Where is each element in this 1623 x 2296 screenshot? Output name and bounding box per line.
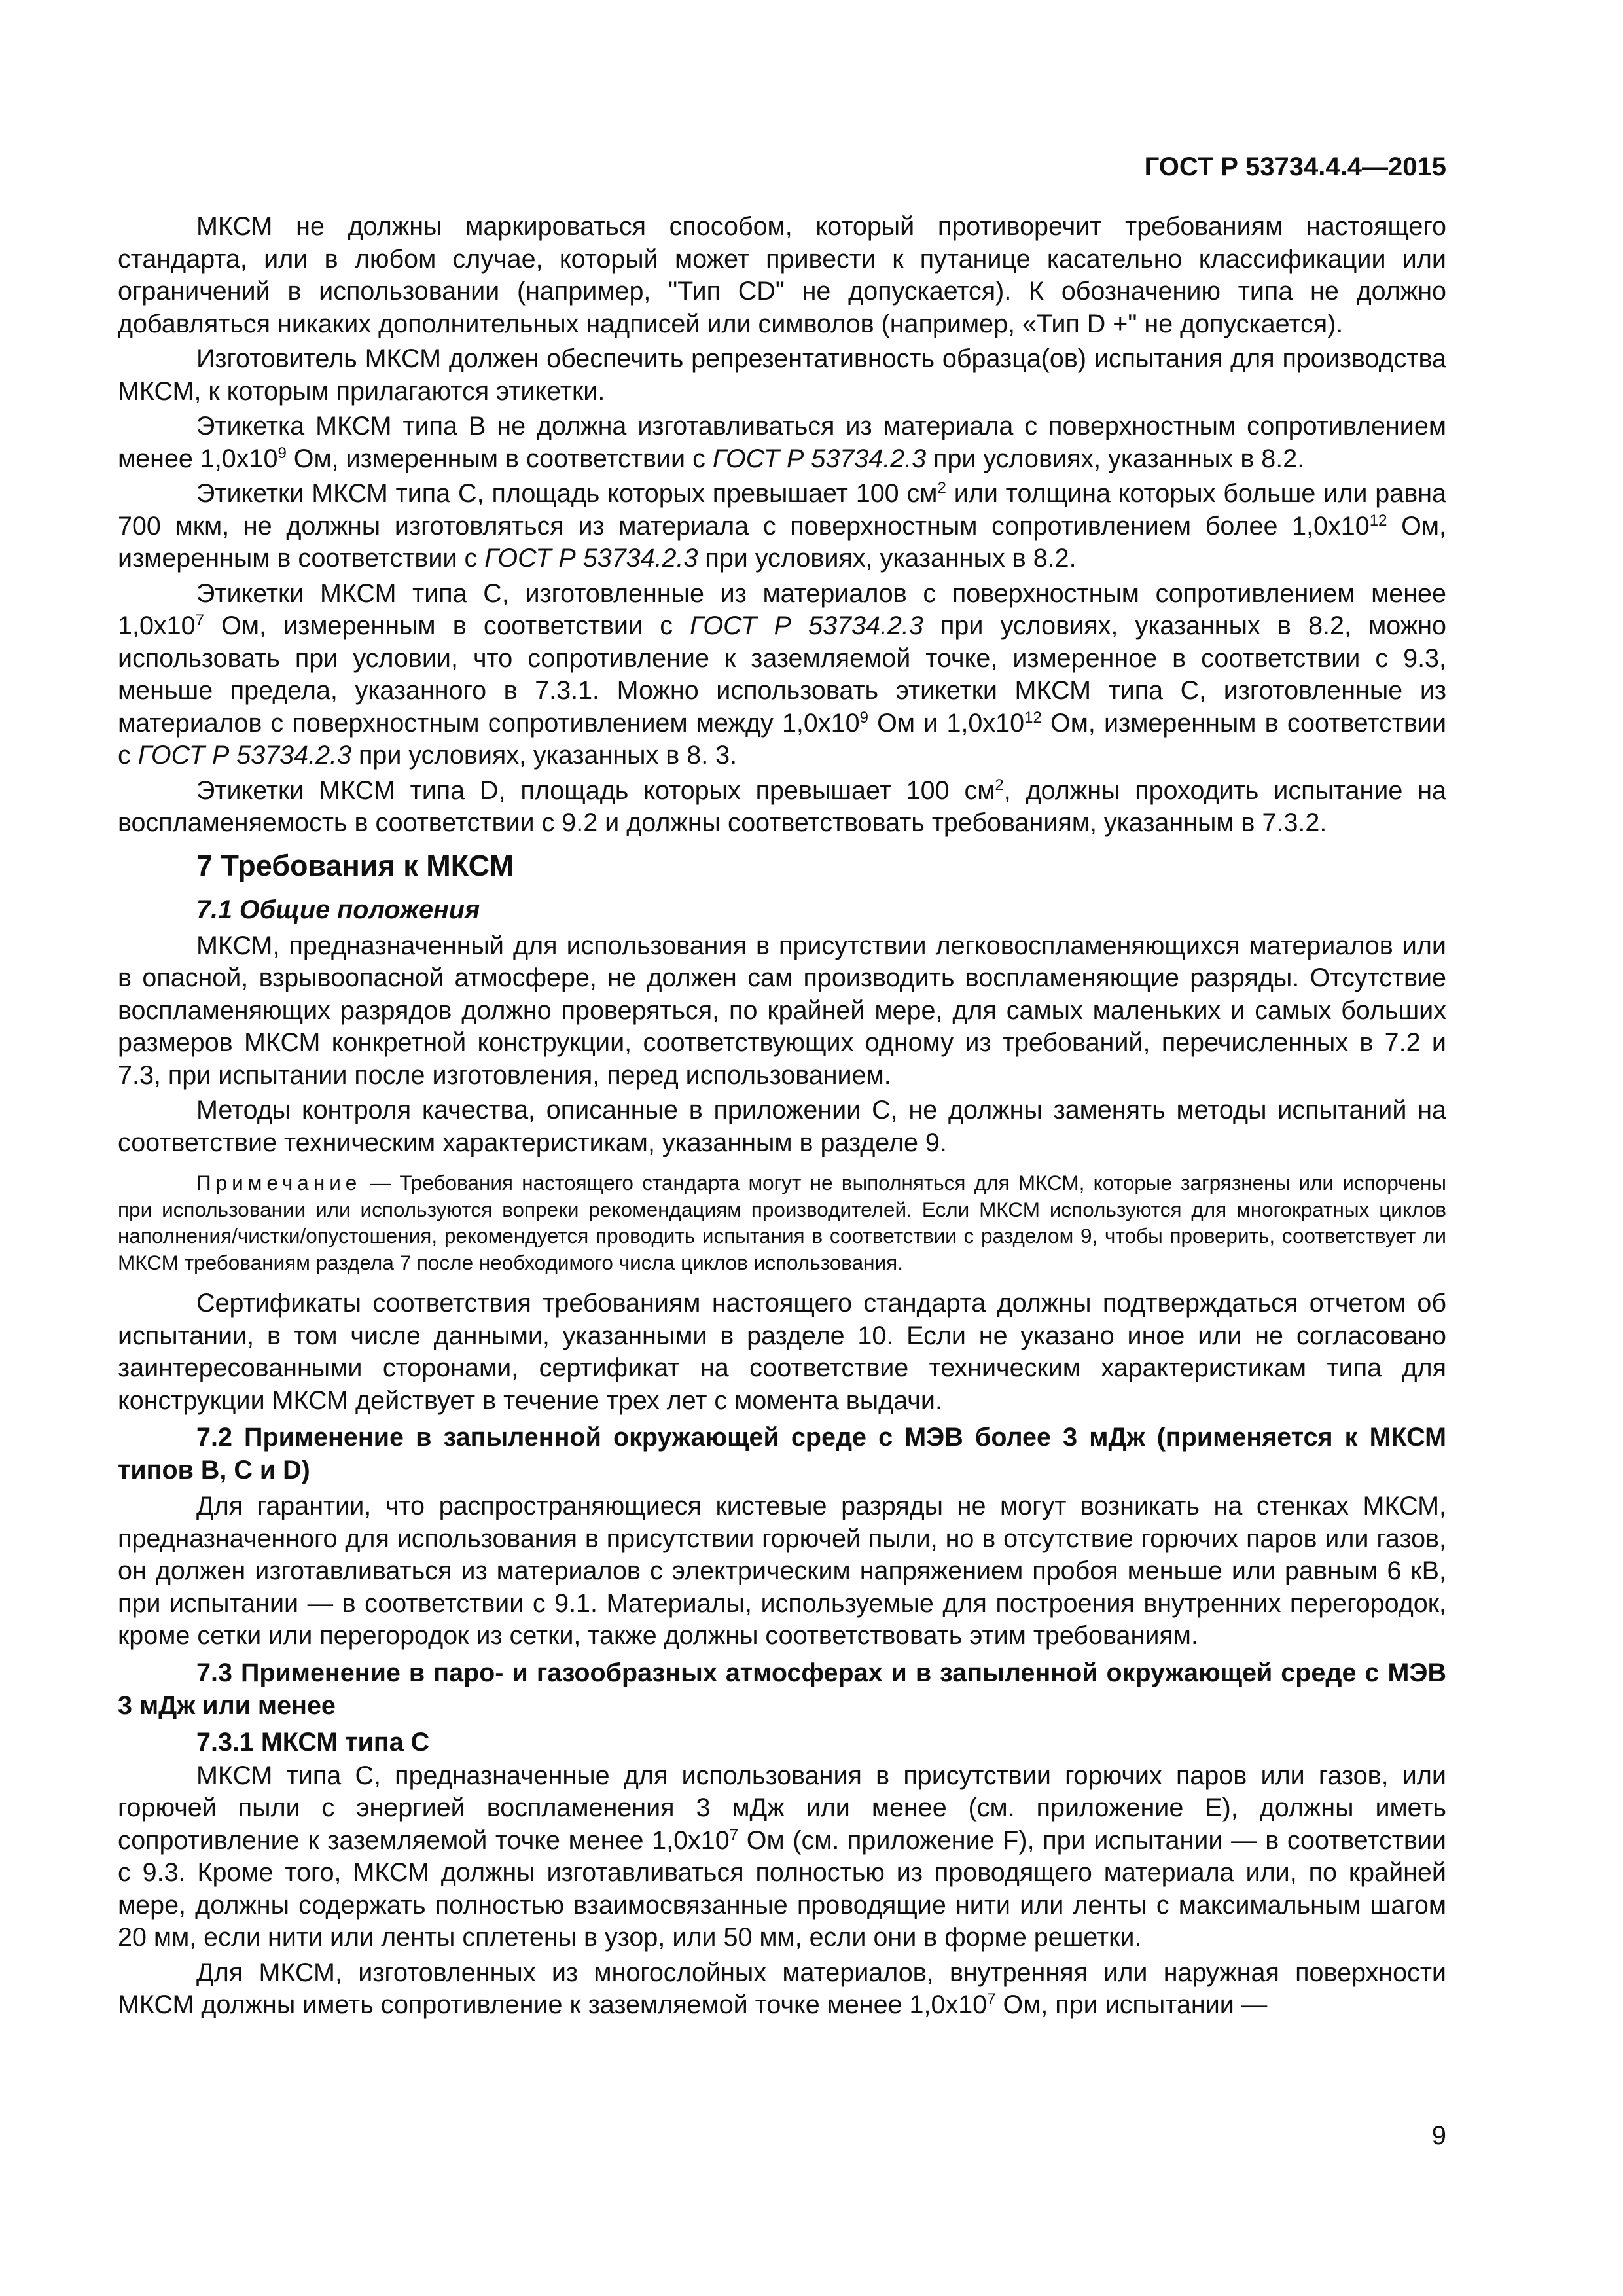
paragraph-7-2: Для гарантии, что распространяющиеся кистевые разряды не могут возникать на стенках МКСМ, предназначенного для использования в присутствии горючей пыли, но в отсутствие горючих паров или газов, он должен изготавливаться из материалов с электрическим напряжением пробоя меньше или равным 6 кВ, при испытании — в соответствии с 9.1. Материалы, используемые для построения внутренних перегородок, кроме сетки или перегородок из сетки, также должны соответствовать этим требованиям. (118, 1492, 1446, 1650)
section-7-3-1-title: 7.3.1 МКСМ типа С (196, 1727, 430, 1757)
section-7-2-title: 7.2 Применение в запыленной окружающей среде с МЭВ более 3 мДж (применяется к МКСМ типов В, С и D) (118, 1423, 1446, 1484)
paragraph-label-type-c-resistance: Этикетки МКСМ типа С, изготовленные из материалов с поверхностным сопротивлением менее $1,0х10^7$ Ом, измеренным в соответствии с ГОСТ Р 53734.2.3 при условиях, указанных в 8.2, можно использовать при условии, что сопротивление к заземляемой точке, измеренное в соответствии с 9.3, меньше предела, указанного в 7.3.1. Можно использовать этикетки МКСМ типа С, изготовленные из материалов с поверхностным сопротивлением между $1,0х10^9$ Ом и $1,0х10^{12}$ Ом, измеренным в соответствии с ГОСТ Р 53734.2.3 при условиях, указанных в 8. 3. (118, 579, 1447, 770)
paragraph-7-3-1-b: Для МКСМ, изготовленных из многослойных материалов, внутренняя или наружная поверхности МКСМ должны иметь сопротивление к заземляемой точке менее $1,0х10^7$ Ом, при испытании — (118, 1958, 1446, 2019)
standard-reference: ГОСТ Р 53734.2.3 (712, 444, 927, 473)
section-7-3-title: 7.3 Применение в паро- и газообразных атмосферах и в запыленной окружающей среде с МЭВ 3 мДж или менее (118, 1658, 1446, 1720)
note-label: Примечание (196, 1171, 362, 1194)
paragraph-manufacturer: Изготовитель МКСМ должен обеспечить репрезентативность образца(ов) испытания для производства МКСМ, к которым прилагаются этикетки. (118, 344, 1446, 406)
paragraph-label-type-b: Этикетка МКСМ типа В не должна изготавливаться из материала с поверхностным сопротивлением менее $1,0х10^9$ Ом, измеренным в соответствии с ГОСТ Р 53734.2.3 при условиях, указанных в 8.2. (118, 412, 1446, 473)
document-header: ГОСТ Р 53734.4.4—2015 (1144, 152, 1446, 181)
standard-reference: ГОСТ Р 53734.2.3 (137, 741, 351, 770)
standard-reference: ГОСТ Р 53734.2.3 (690, 611, 923, 640)
paragraph-label-type-c-area: Этикетки МКСМ типа С, площадь которых превышает 100 $см^2$ или толщина которых больше или равна 700 мкм, не должны изготовляться из материала с поверхностным сопротивлением более $1,0х10^{12}$ Ом, измеренным в соответствии с ГОСТ Р 53734.2.3 при условиях, указанных в 8.2. (118, 478, 1446, 573)
note-text: — Требования настоящего стандарта могут не выполняться для МКСМ, которые загрязнены или испорчены при использовании или используются вопреки рекомендациям производителей. Если МКСМ используются для многократных циклов наполнения/чистки/опустошения, рекомендуется проводить испытания в соответствии с разделом 9, чтобы проверить, соответствует ли МКСМ требованиям раздела 7 после необходимого числа циклов использования. (118, 1171, 1446, 1274)
section-7-1-title: 7.1 Общие положения (196, 895, 480, 924)
paragraph-7-1-certificates: Сертификаты соответствия требованиям настоящего стандарта должны подтверждаться отчетом об испытании, в том числе данными, указанными в разделе 10. Если не указано иное или не согласовано заинтересованными сторонами, сертификат на соответствие техническим характеристикам типа для конструкции МКСМ действует в течение трех лет с момента выдачи. (118, 1289, 1446, 1415)
paragraph-7-1-methods: Методы контроля качества, описанные в приложении С, не должны заменять методы испытаний на соответствие техническим характеристикам, указанным в разделе 9. (118, 1096, 1446, 1157)
section-7-title: 7 Требования к МКСМ (196, 848, 514, 882)
paragraph-7-3-1-a: МКСМ типа С, предназначенные для использования в присутствии горючих паров или газов, или горючей пыли с энергией воспламенения 3 мДж или менее (см. приложение Е), должны иметь сопротивление к заземляемой точке менее $1,0х10^7$ Ом (см. приложение F), при испытании — в соответствии с 9.3. Кроме того, МКСМ должны изготавливаться полностью из проводящего материала или, по крайней мере, должны содержать полностью взаимосвязанные проводящие нити или ленты с максимальным шагом 20 мм, если нити или ленты сплетены в узор, или 50 мм, если они в форме решетки. (118, 1761, 1446, 1952)
document-page (118, 151, 1446, 2024)
note (118, 1170, 1446, 1276)
paragraph-7-1-general: МКСМ, предназначенный для использования в присутствии легковоспламеняющихся материалов или в опасной, взрывоопасной атмосфере, не должен сам производить воспламеняющие разряды. Отсутствие воспламеняющих разрядов должно проверяться, по крайней мере, для самых маленьких и самых больших размеров МКСМ конкретной конструкции, соответствующих одному из требований, перечисленных в 7.2 и 7.3, при испытании после изготовления, перед использованием. (118, 931, 1446, 1090)
paragraph-marking: МКСМ не должны маркироваться способом, который противоречит требованиям настоящего стандарта, или в любом случае, который может привести к путанице касательно классификации или ограничений в использовании (например, "Тип CD" не допускается). К обозначению типа не должно добавляться никаких дополнительных надписей или символов (например, «Тип D +" не допускается). (118, 212, 1446, 338)
page-number: 9 (1431, 2121, 1446, 2150)
standard-reference: ГОСТ Р 53734.2.3 (484, 544, 698, 573)
paragraph-label-type-d: Этикетки МКСМ типа D, площадь которых превышает 100 $см^2$, должны проходить испытание на воспламеняемость в соответствии с 9.2 и должны соответствовать требованиям, указанным в 7.3.2. (118, 776, 1446, 837)
